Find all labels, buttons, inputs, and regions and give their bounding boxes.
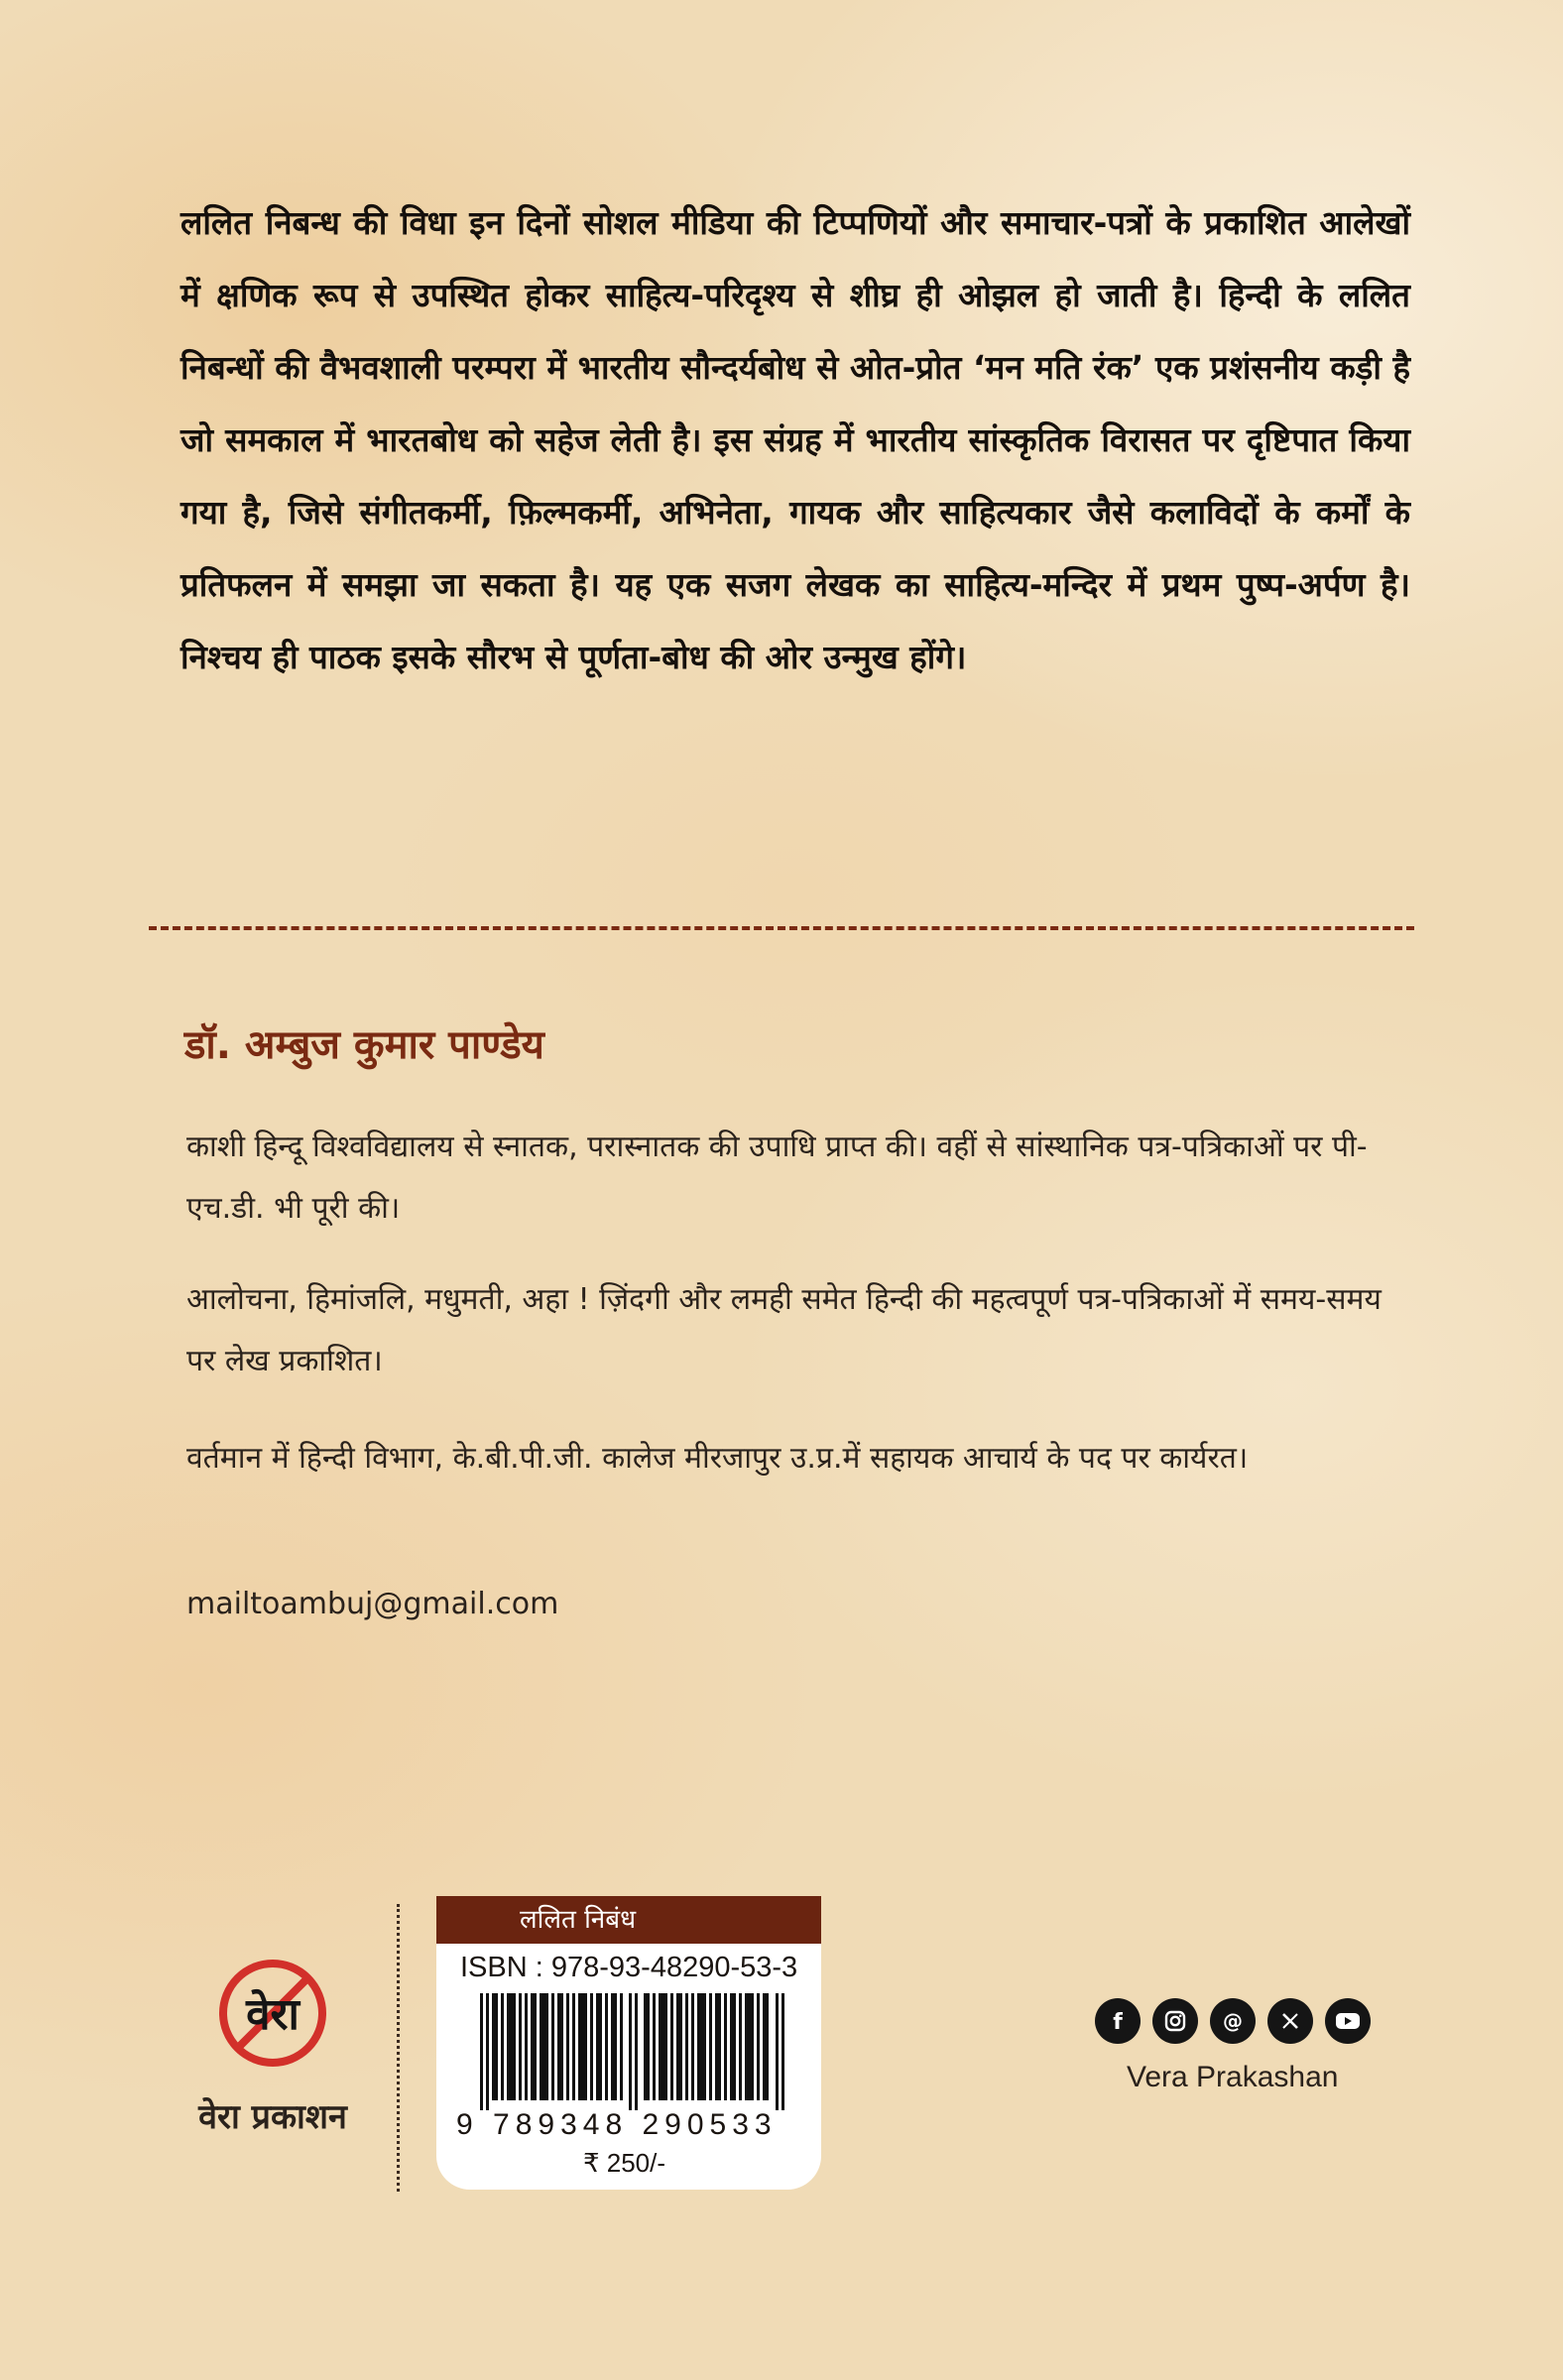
- facebook-icon[interactable]: [1095, 1998, 1141, 2044]
- barcode-digits: 9 789348 290533: [456, 2108, 778, 2141]
- author-bio-education: काशी हिन्दू विश्वविद्यालय से स्नातक, परास्नातक की उपाधि प्राप्त की। वहीं से सांस्थानिक पत्र-पत्रिकाओं पर पी-एच.डी. भी पूरी की।: [186, 1130, 1368, 1226]
- svg-text:f: f: [1113, 2010, 1123, 2033]
- instagram-icon[interactable]: [1152, 1998, 1198, 2044]
- blurb-paragraph: ललित निबन्ध की विधा इन दिनों सोशल मीडिया की टिप्पणियों और समाचार-पत्रों के प्रकाशित आलेखों में क्षणिक रूप से उपस्थित होकर साहित्य-परिदृश्य से शीघ्र ही ओझल हो जाती है। हिन्दी के ललित निबन्धों की वैभवशाली परम्परा में भारतीय सौन्दर्यबोध से ओत-प्रोत ‘मन मति रंक’ एक प्रशंसनीय कड़ी है जो समकाल में भारतबोध को सहेज लेती है। इस संग्रह में भारतीय सांस्कृतिक विरासत पर दृष्टिपात किया गया है, जिसे संगीतकर्मी, फ़िल्मकर्मी, अभिनेता, गायक और साहित्यकार जैसे कलाविदों के कर्मों के प्रतिफलन में समझा जा सकता है। यह एक सजग लेखक का साहित्य-मन्दिर में प्रथम पुष्प-अर्पण है। निश्चय ही पाठक इसके सौरभ से पूर्णता-बोध की ओर उन्मुख होंगे।: [180, 203, 1410, 676]
- dotted-divider: [397, 1904, 400, 2192]
- publisher-logo-text: वेरा: [246, 1989, 300, 2040]
- youtube-icon[interactable]: [1325, 1998, 1371, 2044]
- genre-label: ललित निबंध: [436, 1896, 821, 1944]
- isbn-block: [436, 1896, 821, 2190]
- x-icon[interactable]: [1267, 1998, 1313, 2044]
- barcode: [480, 1993, 787, 2110]
- social-icons: [1095, 1998, 1371, 2044]
- isbn-number: ISBN : 978-93-48290-53-3: [460, 1952, 798, 1983]
- author-bio-publications: आलोचना, हिमांजलि, मधुमती, अहा ! ज़िंदगी और लमही समेत हिन्दी की महत्वपूर्ण पत्र-पत्रिकाओं में समय-समय पर लेख प्रकाशित।: [186, 1282, 1382, 1378]
- author-bio-position: वर्तमान में हिन्दी विभाग, के.बी.पी.जी. कालेज मीरजापुर उ.प्र.में सहायक आचार्य के पद पर कार्यरत।: [186, 1441, 1249, 1476]
- publisher-name: वेरा प्रकाशन: [198, 2097, 347, 2137]
- social-label: Vera Prakashan: [1127, 2061, 1339, 2093]
- author-email[interactable]: mailtoambuj@gmail.com: [186, 1587, 559, 1621]
- price: ₹ 250/-: [583, 2148, 666, 2178]
- svg-text:@: @: [1223, 2009, 1243, 2033]
- dashed-divider: [149, 926, 1414, 930]
- threads-icon[interactable]: [1210, 1998, 1256, 2044]
- author-name: डॉ. अम्बुज कुमार पाण्डेय: [184, 1022, 544, 1068]
